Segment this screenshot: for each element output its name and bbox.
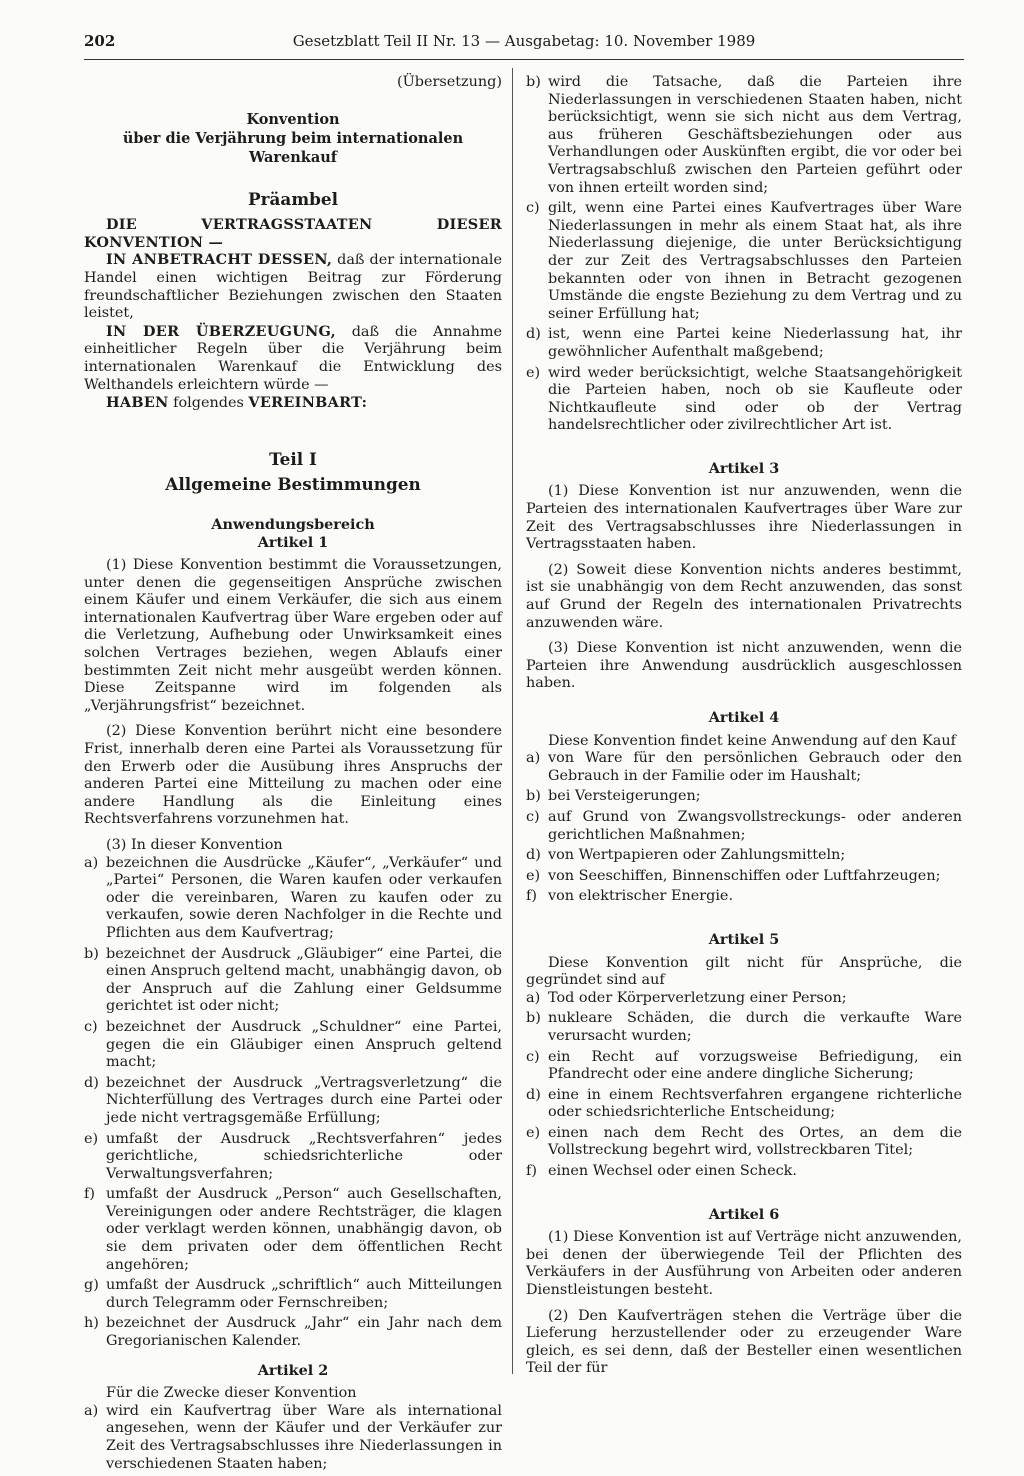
list-item: c) gilt, wenn eine Partei eines Kaufvertrages über Ware Niederlassungen in mehr als einem Staat hat, als ihre Niederlassung diejenige, die unter Berücksichtigung der zur Zeit des Vertragsabschlusses den Parteien bekannten oder von ihnen in Betracht gezogenen Umstände die engste Beziehung zu dem Vertrag und zu seiner Erfüllung hat;	[526, 200, 962, 322]
right-column	[526, 74, 962, 1378]
list-item: c) ein Recht auf vorzugsweise Befriedigung, ein Pfandrecht oder eine andere dingliche Sicherung;	[526, 1048, 962, 1083]
article-paragraph: (3) In dieser Konvention	[106, 837, 283, 853]
preamble-parties: DIE VERTRAGSSTAATEN DIESER KONVENTION —	[84, 216, 502, 251]
preamble-paragraph: IN DER ÜBERZEUGUNG, daß die Annahme einheitlicher Regeln über die Verjährung beim internationalen Warenkauf die Entwicklung des Welthandels erleichtern würde —	[84, 322, 502, 393]
article-paragraph: (2) Diese Konvention berührt nicht eine besondere Frist, innerhalb deren eine Partei als Voraussetzung für den Erwerb oder die Ausübung ihres Anspruchs der anderen Partei eine Mitteilung zu machen oder eine andere Handlung als die Einleitung eines Rechtsverfahrens vorzunehmen hat.	[84, 723, 502, 828]
list-item: b) nukleare Schäden, die durch die verkaufte Ware verursacht wurden;	[526, 1010, 962, 1044]
list-item: e) einen nach dem Recht des Ortes, an dem die Vollstreckung begehrt wird, vollstreckbaren Titel;	[526, 1124, 962, 1159]
list-item: b) wird die Tatsache, daß die Parteien ihre Niederlassungen in verschiedenen Staaten haben, nicht berücksichtigt, wenn sie sich nicht aus dem Vertrag, aus früheren Geschäftsbeziehungen oder aus Verhandlungen oder Auskünften ergibt, die vor oder bei Vertragsabschluß zwischen den Parteien geführt oder von ihnen erteilt worden sind;	[526, 74, 962, 196]
list-item: e) wird weder berücksichtigt, welche Staatsangehörigkeit die Parteien haben, noch ob sie Kaufleute oder Nichtkaufleute sind oder ob der Vertrag handelsrechtlicher oder zivilrechtlicher Art ist.	[526, 364, 962, 434]
list-item: d) eine in einem Rechtsverfahren ergangene richterliche oder schiedsrichterliche Entscheidung;	[526, 1086, 962, 1121]
preamble-paragraph: IN ANBETRACHT DESSEN, daß der internationale Handel einen wichtigen Beitrag zur Förderung freundschaftlicher Beziehungen zwischen den Staaten leistet,	[84, 251, 502, 322]
list-item: c) bezeichnet der Ausdruck „Schuldner“ eine Partei, gegen die ein Gläubiger einen Anspruch geltend macht;	[84, 1018, 502, 1071]
document-title: Konvention	[246, 110, 340, 128]
article-paragraph: Diese Konvention gilt nicht für Ansprüche, die gegründet sind auf	[526, 954, 962, 989]
article-heading: Artikel 2	[257, 1361, 329, 1379]
list-item: d) ist, wenn eine Partei keine Niederlassung hat, ihr gewöhnlicher Aufenthalt maßgebend;	[526, 326, 962, 360]
definition-list	[526, 750, 962, 906]
list-item: f) von elektrischer Energie.	[526, 888, 734, 905]
list-item: a) bezeichnen die Ausdrücke „Käufer“, „Verkäufer“ und „Partei“ Personen, die Waren kaufen oder verkaufen oder die vereinbaren, Waren zu kaufen oder zu verkaufen, sowie deren Nachfolger in die Rechte und Pflichten aus dem Kaufvertrag;	[84, 854, 502, 941]
article-heading: Artikel 5	[708, 930, 780, 948]
definition-list	[526, 74, 962, 435]
list-item: b) bezeichnet der Ausdruck „Gläubiger“ eine Partei, die einen Anspruch geltend macht, unabhängig davon, ob der Anspruch auf die Zahlung einer Geldsumme gerichtet ist oder nicht;	[84, 945, 502, 1015]
article-paragraph: Diese Konvention findet keine Anwendung auf den Kauf	[548, 732, 956, 749]
page-header	[84, 32, 964, 54]
definition-list	[526, 990, 962, 1181]
list-item: h) bezeichnet der Ausdruck „Jahr“ ein Jahr nach dem Gregorianischen Kalender.	[84, 1315, 502, 1350]
translation-note: (Übersetzung)	[397, 74, 502, 90]
article-paragraph: (1) Diese Konvention ist auf Verträge nicht anzuwenden, bei denen der überwiegende Teil der Pflichten des Verkäufers in der Ausführung von Arbeiten oder anderen Dienstleistungen besteht.	[526, 1229, 962, 1299]
list-item: f) umfaßt der Ausdruck „Person“ auch Gesellschaften, Vereinigungen oder andere Rechtsträger, die klagen oder verklagt werden können, unabhängig davon, ob sie dem privaten oder dem öffentlichen Recht angehören;	[84, 1186, 502, 1273]
list-item: e) von Seeschiffen, Binnenschiffen oder Luftfahrzeugen;	[526, 867, 941, 884]
left-column	[84, 74, 502, 1476]
list-item: b) bei Versteigerungen;	[526, 788, 701, 805]
article-paragraph: (1) Diese Konvention ist nur anzuwenden, wenn die Parteien des internationalen Kaufvertrages über Ware zur Zeit des Vertragsabschlusses ihre Niederlassungen in Vertragsstaaten haben.	[526, 483, 962, 553]
list-item: c) auf Grund von Zwangsvollstreckungs- oder anderen gerichtlichen Maßnahmen;	[526, 808, 962, 843]
article-heading: Artikel 3	[708, 459, 780, 477]
preamble-heading: Präambel	[248, 188, 338, 209]
list-item: d) bezeichnet der Ausdruck „Vertragsverletzung“ die Nichterfüllung des Vertrages durch eine Partei oder jede nicht vertragsgemäße Erfüllung;	[84, 1074, 502, 1126]
list-item: f) einen Wechsel oder einen Scheck.	[526, 1163, 797, 1180]
article-paragraph: Für die Zwecke dieser Konvention	[106, 1385, 357, 1402]
list-item: a) Tod oder Körperverletzung einer Person;	[526, 989, 847, 1006]
column-divider	[512, 68, 513, 1374]
header-rule	[84, 59, 964, 60]
list-item: e) umfaßt der Ausdruck „Rechtsverfahren“ jedes gerichtliche, schiedsrichterliche oder Verwaltungsverfahren;	[84, 1130, 502, 1182]
definition-list	[84, 1403, 502, 1473]
part-title: Allgemeine Bestimmungen	[165, 474, 421, 495]
article-paragraph: (3) Diese Konvention ist nicht anzuwenden, wenn die Parteien ihre Anwendung ausdrücklich ausgeschlossen haben.	[526, 640, 962, 692]
list-item: g) umfaßt der Ausdruck „schriftlich“ auch Mitteilungen durch Telegramm oder Fernschreiben;	[84, 1277, 502, 1311]
article-paragraph: (2) Den Kaufverträgen stehen die Verträge über die Lieferung herzustellender oder zu erzeugender Ware gleich, es sei denn, daß der Besteller einen wesentlichen Teil der für	[526, 1307, 962, 1377]
list-item: d) von Wertpapieren oder Zahlungsmitteln;	[526, 847, 846, 864]
list-item: a) von Ware für den persönlichen Gebrauch oder den Gebrauch in der Familie oder im Haushalt;	[526, 750, 962, 784]
article-paragraph: (1) Diese Konvention bestimmt die Voraussetzungen, unter denen die gegenseitigen Ansprüche zwischen einem Käufer und einem Verkäufer, die sich aus einem internationalen Kaufvertrag über Ware ergeben oder auf die Verletzung, Aufhebung oder Unwirksamkeit eines solchen Vertrages beziehen, wegen Ablaufs einer bestimmten Zeit nicht mehr ausgeübt werden können. Diese Zeitspanne wird im folgenden als „Verjährungsfrist“ bezeichnet.	[84, 557, 502, 714]
document-subtitle: über die Verjährung beim internationalen Warenkauf	[122, 129, 464, 166]
article-paragraph: (2) Soweit diese Konvention nichts anderes bestimmt, ist sie unabhängig von dem Recht anzuwenden, das sonst auf Grund der Regeln des internationalen Privatrechts anzuwenden wäre.	[526, 561, 962, 631]
preamble-paragraph: HABEN folgendes VEREINBART:	[106, 394, 368, 412]
definition-list	[84, 855, 502, 1351]
page-number: 202	[84, 32, 116, 50]
list-item: a) wird ein Kaufvertrag über Ware als international angesehen, wenn der Käufer und der Verkäufer zur Zeit des Vertragsabschlusses ihre Niederlassungen in verschiedenen Staaten haben;	[84, 1402, 502, 1472]
article-heading: Artikel 6	[708, 1205, 780, 1223]
part-heading: Teil I	[269, 448, 317, 469]
running-title: Gesetzblatt Teil II Nr. 13 — Ausgabetag: 10. November 1989	[292, 32, 756, 50]
section-heading: Anwendungsbereich	[211, 515, 375, 533]
article-heading: Artikel 1	[257, 533, 329, 551]
article-heading: Artikel 4	[708, 709, 780, 726]
